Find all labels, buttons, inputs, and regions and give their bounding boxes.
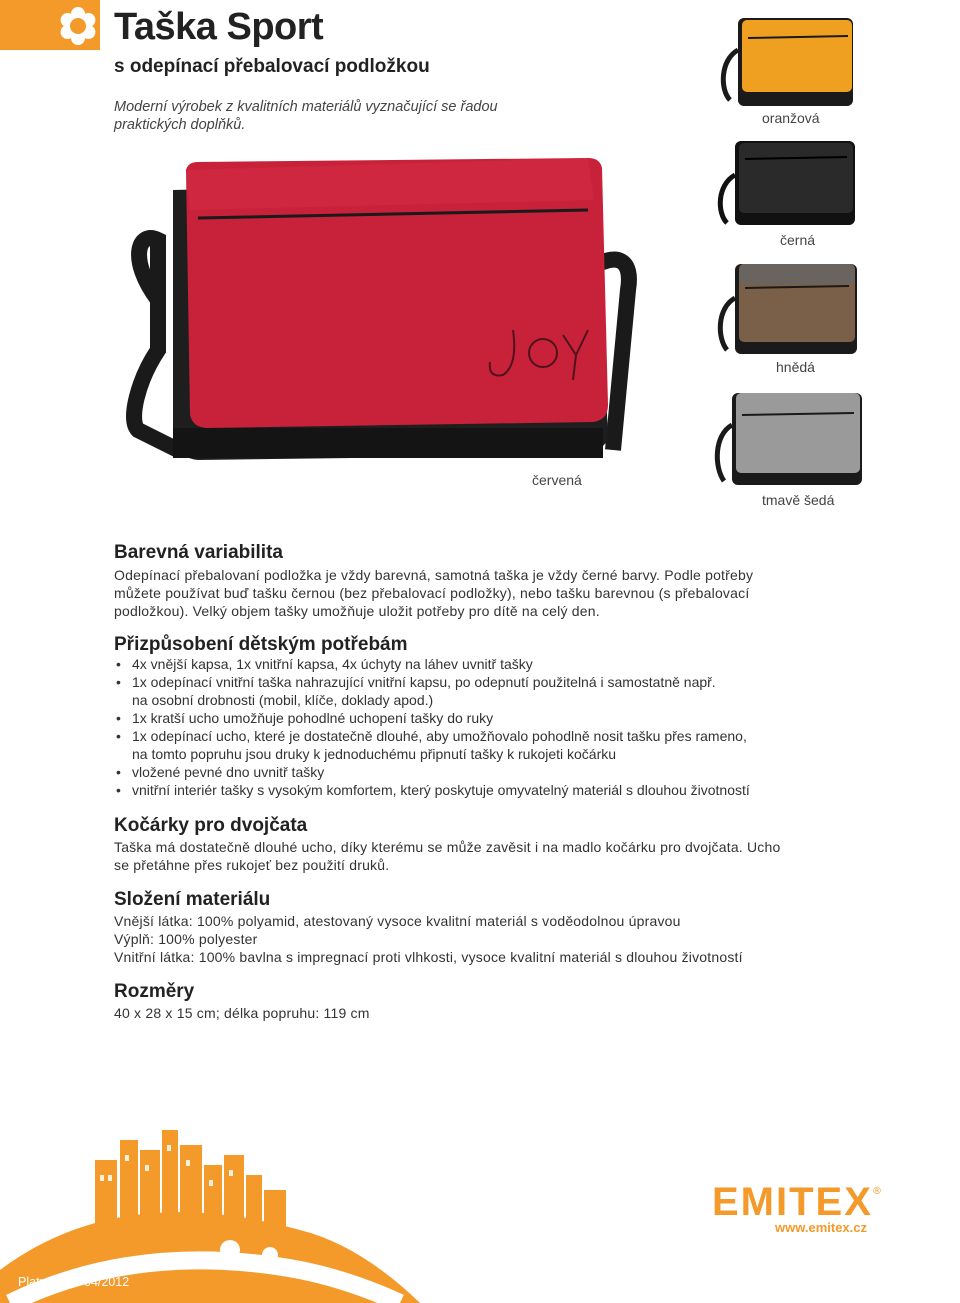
list-item: • 1x kratší ucho umožňuje pohodlné uchopení tašky do ruky (114, 709, 854, 727)
list-item: • 1x odepínací ucho, které je dostatečně dlouhé, aby umožňovalo pohodlně nosit tašku přes rameno, na tomto popruhu jsou druky k jednoduchému připnutí tašky k rukojeti kočárku (114, 727, 854, 763)
thumb-caption-black: černá (780, 232, 816, 248)
section-title-dimensions: Rozměry (114, 981, 195, 1002)
list-item: • 4x vnější kapsa, 1x vnitřní kapsa, 4x úchyty na láhev uvnitř tašky (114, 655, 854, 673)
page-title: Taška Sport (114, 6, 324, 48)
dimensions-text: 40 x 28 x 15 cm; délka popruhu: 119 cm (114, 1005, 370, 1021)
thumb-bag-black (715, 135, 865, 230)
section-title-strollers: Kočárky pro dvojčata (114, 815, 308, 836)
flower-logo-icon (0, 0, 100, 50)
validity-text: Platnost od 04/2012 (18, 1275, 130, 1289)
thumb-caption-brown: hnědá (776, 359, 815, 375)
brand-logo-box (0, 0, 100, 50)
intro-text: Moderní výrobek z kvalitních materiálů vyznačující se řadou praktických doplňků. (114, 99, 498, 133)
main-bag-caption: červená (532, 472, 582, 488)
thumb-bag-darkgrey (712, 385, 872, 490)
website-link[interactable]: www.emitex.cz (775, 1220, 867, 1235)
list-item: • 1x odepínací vnitřní taška nahrazující vnitřní kapsu, po odepnutí použitelná i samostatně např. na osobní drobnosti (mobil, klíče, doklady apod.) (114, 673, 854, 709)
strollers-text: Taška má dostatečně dlouhé ucho, díky kterému se může zavěsit i na madlo kočárku pro dvojčata. Ucho se přetáhne přes rukojeť bez použití druků. (114, 839, 781, 873)
material-text: Vnější látka: 100% polyamid, atestovaný vysoce kvalitní materiál s voděodolnou úpravou Výplň: 100% polyester Vnitřní látka: 100% bavlna s impregnací proti vlhkosti, vysoce kvalitní materiál s dlouhou životností (114, 913, 743, 965)
section-title-material: Složení materiálu (114, 889, 271, 910)
registered-mark: ® (872, 1186, 882, 1197)
thumb-bag-orange (720, 10, 865, 110)
list-item: • vnitřní interiér tašky s vysokým komfortem, který poskytuje omyvatelný materiál s dlouhou životností (114, 781, 854, 799)
page-subtitle: s odepínací přebalovací podložkou (114, 56, 430, 77)
adaptation-list (114, 655, 854, 799)
thumb-caption-darkgrey: tmavě šedá (762, 492, 835, 508)
main-bag-image (118, 150, 648, 470)
section-title-variability: Barevná variabilita (114, 542, 283, 563)
thumb-caption-orange: oranžová (762, 110, 820, 126)
thumb-bag-brown (715, 258, 865, 358)
emitex-logo: EMITEX (712, 1180, 873, 1224)
variability-text: Odepínací přebalovaní podložka je vždy barevná, samotná taška je vždy černé barvy. Podle potřeby můžete používat buď tašku černou (bez přebalovací podložky), nebo tašku barevnou (s přebalovací podložkou). Velký objem tašky umožňuje uložit potřeby pro dítě na celý den. (114, 567, 754, 619)
list-item: • vložené pevné dno uvnitř tašky (114, 763, 854, 781)
section-title-adaptation: Přizpůsobení dětským potřebám (114, 634, 408, 655)
